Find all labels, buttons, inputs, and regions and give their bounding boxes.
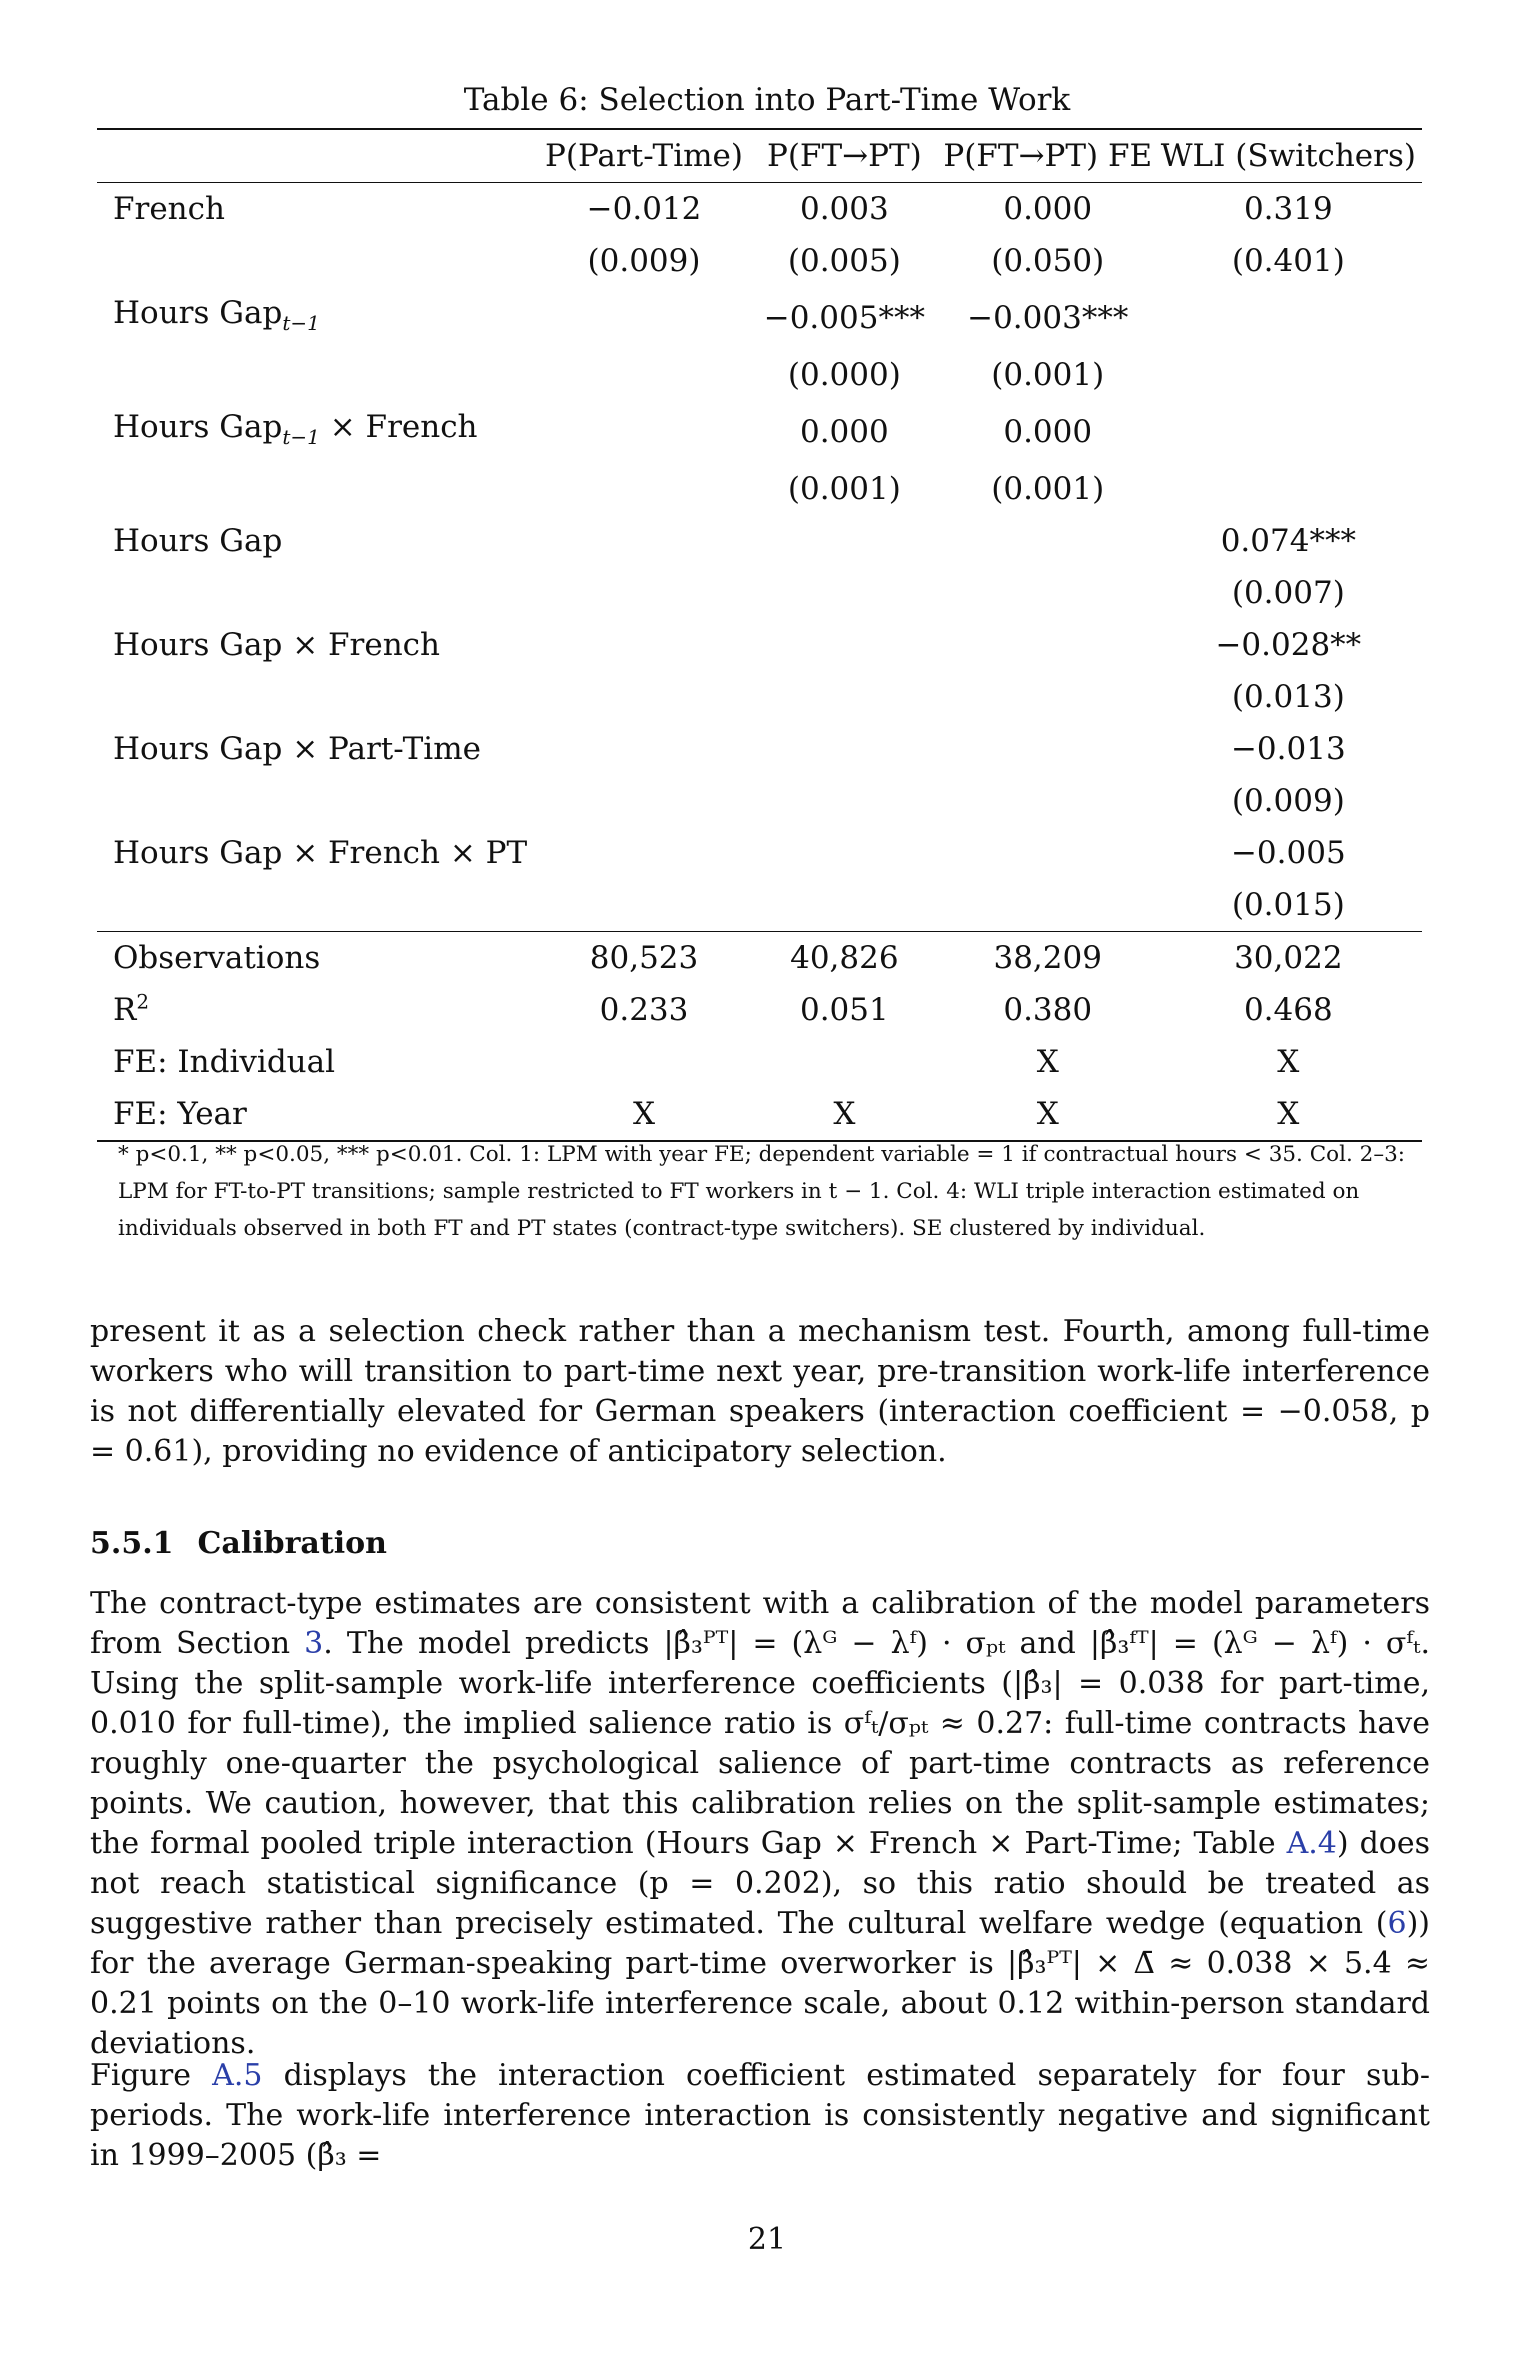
- section-heading: [90, 1524, 387, 1564]
- row-label: [97, 1036, 540, 1088]
- table-cell: [540, 515, 748, 567]
- table-cell: 30,022: [1155, 932, 1422, 985]
- row-label-text: Hours Gap: [113, 409, 283, 446]
- section-number: 5.5.1: [90, 1526, 174, 1561]
- table-cell: 0.000: [799, 414, 889, 451]
- table-cell: [748, 775, 941, 827]
- row-label: [97, 235, 540, 287]
- table-cell: 0.000: [1003, 414, 1093, 451]
- table-row: [97, 1036, 1422, 1088]
- table-grid: [97, 128, 1422, 1142]
- table-cell: [540, 879, 748, 932]
- table-cell: 0.003: [799, 191, 889, 227]
- table-cell: [941, 671, 1155, 723]
- table-cell: [540, 567, 748, 619]
- row-label: [97, 349, 540, 401]
- table-cell: (0.009): [1231, 783, 1345, 820]
- table-cell: [941, 879, 1155, 932]
- page-number: 21: [747, 2222, 787, 2257]
- text-run: ) does not reach statistical significance (p = 0.202), so this ratio should be treated as suggestive rather than precisely estimated. The cultural welfare wedge (equation (: [90, 1826, 1430, 1941]
- coefficient-rows: [97, 183, 1422, 932]
- row-label: [97, 619, 540, 671]
- table-cell: [1155, 287, 1422, 349]
- table-row: [97, 349, 1422, 401]
- table-cell: 0.074***: [1220, 523, 1356, 560]
- table-cell: X: [1036, 1044, 1059, 1081]
- row-label-text: FE: Individual: [113, 1044, 336, 1081]
- table-cell: [748, 879, 941, 932]
- statistics-rows: [97, 932, 1422, 1142]
- table-row: [97, 463, 1422, 515]
- table-row: [97, 723, 1422, 775]
- text-run: )) for the average German-speaking part-time overworker is |β̂₃ᴾᵀ| × Δ̄ ≈ 0.038 × 5.4 ≈ 0.21 points on the 0–10 work-life interference scale, about 0.12 within-person standard deviations.: [90, 1906, 1430, 2061]
- table-cell: (0.050): [991, 243, 1105, 279]
- row-label-text: FE: Year: [113, 1096, 247, 1133]
- table-row: [97, 183, 1422, 236]
- table-cell: (0.001): [787, 471, 901, 508]
- row-label-subscript: t−1: [282, 311, 320, 336]
- table-row: [97, 984, 1422, 1036]
- table-cell: (0.007): [1231, 575, 1345, 612]
- table-cell: [748, 619, 941, 671]
- table-row: [97, 879, 1422, 932]
- table-row: [97, 827, 1422, 879]
- table-row: [97, 932, 1422, 985]
- table-row: [97, 287, 1422, 349]
- table-cell: 0.468: [1243, 992, 1333, 1029]
- text-run: . The model predicts |β̂₃ᴾᵀ| = (λᴳ − λᶠ) · σₚₜ and |β̂₃ᶠᵀ| = (λᴳ − λᶠ) · σᶠₜ. Using the split-sample work-life interference coefficients (|β̂₃| = 0.038 for part-time, 0.010 for full-time), the implied salience ratio is σᶠₜ/σₚₜ ≈ 0.27: full-time contracts have roughly one-quarter the psychological salience of part-time contracts as reference points. We caution, however, that this calibration relies on the split-sample estimates; the formal pooled triple interaction (Hours Gap × French × Part-Time; Table: [90, 1626, 1430, 1861]
- row-label: [97, 827, 540, 879]
- table-cell: (0.001): [991, 471, 1105, 508]
- table-cell: [941, 515, 1155, 567]
- table-row: [97, 401, 1422, 463]
- table-row: [97, 1088, 1422, 1141]
- table-cell: −0.005***: [763, 300, 925, 337]
- table-cell: −0.012: [586, 191, 702, 227]
- table-cell: [540, 401, 748, 463]
- table-cell: (0.000): [787, 357, 901, 394]
- paragraph-selection: present it as a selection check rather than a mechanism test. Fourth, among full-time workers who will transition to part-time next year, pre-transition work-life interference is not differentially elevated for German speakers (interaction coefficient = −0.058, p = 0.61), providing no evidence of anticipatory selection.: [90, 1314, 1430, 1469]
- row-label-text: Hours Gap: [113, 523, 283, 560]
- table-caption: Table 6: Selection into Part-Time Work: [463, 82, 1071, 118]
- table-cell: 0.051: [799, 992, 889, 1029]
- table-cell: (0.009): [587, 243, 701, 279]
- table-cell: [748, 1036, 941, 1088]
- table-cell: 0.319: [1243, 191, 1333, 227]
- table-cell: 38,209: [941, 932, 1155, 985]
- row-label: [97, 723, 540, 775]
- table-cell: [748, 515, 941, 567]
- table-cell: −0.013: [1230, 731, 1346, 768]
- table-cell: [540, 827, 748, 879]
- row-label-text: R: [113, 992, 137, 1029]
- figure-ref-link[interactable]: A.5: [212, 2058, 263, 2093]
- table-row: [97, 671, 1422, 723]
- table-cell: (0.401): [1231, 243, 1345, 279]
- table-cell: [540, 619, 748, 671]
- table-cell: [748, 827, 941, 879]
- table-cell: X: [941, 1088, 1155, 1141]
- row-label-superscript: 2: [136, 990, 150, 1015]
- row-label-text: × French: [319, 409, 478, 446]
- table-cell: [1155, 349, 1422, 401]
- table-cell: [540, 723, 748, 775]
- table-cell: [941, 619, 1155, 671]
- row-label: [97, 401, 540, 463]
- table-row: [97, 775, 1422, 827]
- row-label: [97, 984, 540, 1036]
- section-ref-link[interactable]: 3: [304, 1626, 324, 1661]
- column-header: P(FT→PT) FE: [941, 129, 1155, 183]
- table-cell: X: [748, 1088, 941, 1141]
- table-cell: [941, 775, 1155, 827]
- column-header: P(Part-Time): [540, 129, 748, 183]
- row-label: [97, 879, 540, 932]
- row-label: [97, 287, 540, 349]
- table-cell: X: [540, 1088, 748, 1141]
- table-cell: (0.005): [787, 243, 901, 279]
- table-cell: 0.380: [1003, 992, 1093, 1029]
- table-cell: −0.028**: [1215, 627, 1362, 664]
- table-cell: X: [1155, 1088, 1422, 1141]
- row-label-text: Hours Gap × Part-Time: [113, 731, 481, 768]
- paragraph-calibration: [90, 1584, 1430, 2064]
- row-label-text: Observations: [113, 940, 321, 977]
- table-row: [97, 567, 1422, 619]
- table-cell: [540, 775, 748, 827]
- row-label: [97, 1088, 540, 1141]
- row-label: [97, 515, 540, 567]
- table-cell: [540, 1036, 748, 1088]
- header-blank: [97, 129, 540, 183]
- table-notes: * p<0.1, ** p<0.05, *** p<0.01. Col. 1: LPM with year FE; dependent variable = 1 if contractual hours < 35. Col. 2–3: LPM for FT-to-PT transitions; sample restricted to FT workers in t − 1. Col. 4: WLI triple interaction estimated on individuals observed in both FT and PT states (contract-type switchers). SE clustered by individual.: [118, 1142, 1406, 1241]
- row-label: [97, 671, 540, 723]
- table-cell: 40,826: [748, 932, 941, 985]
- row-label: [97, 567, 540, 619]
- section-title: Calibration: [197, 1526, 387, 1561]
- row-label: [97, 183, 540, 236]
- row-label-text: Hours Gap × French: [113, 627, 440, 664]
- table-cell: 80,523: [540, 932, 748, 985]
- table-row: [97, 619, 1422, 671]
- table-cell: 0.233: [599, 992, 689, 1029]
- table-cell: (0.015): [1231, 887, 1345, 924]
- paragraph-subperiods: [90, 2056, 1430, 2176]
- table-cell: [748, 567, 941, 619]
- table-cell: −0.003***: [967, 300, 1129, 337]
- row-label-text: Hours Gap: [113, 295, 283, 331]
- row-label: [97, 463, 540, 515]
- column-header: WLI (Switchers): [1155, 129, 1422, 183]
- table-cell: X: [1277, 1044, 1300, 1081]
- row-label-text: French: [113, 191, 225, 227]
- table-cell: [540, 463, 748, 515]
- text-run: The contract-type estimates are consistent with a calibration of the model parameters from Section: [90, 1586, 1430, 1661]
- table-cell: [1155, 463, 1422, 515]
- table-cell: [540, 671, 748, 723]
- row-label-text: Hours Gap × French × PT: [113, 835, 528, 872]
- row-label-subscript: t−1: [282, 425, 320, 450]
- table-cell: [540, 287, 748, 349]
- table-cell: [1155, 401, 1422, 463]
- table-cell: [540, 349, 748, 401]
- column-header: P(FT→PT): [748, 129, 941, 183]
- table-cell: [941, 827, 1155, 879]
- table-cell: 0.000: [1003, 191, 1093, 227]
- table-cell: (0.001): [991, 357, 1105, 394]
- text-run: displays the interaction coefficient estimated separately for four sub-periods. The work-life interference interaction is consistently negative and significant in 1999–2005 (β̂₃ =: [90, 2058, 1431, 2173]
- table-row: [97, 235, 1422, 287]
- table-row: [97, 515, 1422, 567]
- table-header-row: [97, 129, 1422, 183]
- text-run: Figure: [90, 2058, 213, 2093]
- table-cell: [748, 671, 941, 723]
- table-cell: [941, 723, 1155, 775]
- equation-ref-link[interactable]: 6: [1387, 1906, 1407, 1941]
- table-cell: [748, 723, 941, 775]
- regression-table: [97, 128, 1422, 1142]
- table-cell: [941, 567, 1155, 619]
- table-cell: −0.005: [1230, 835, 1346, 872]
- table-cell: (0.013): [1231, 679, 1345, 716]
- table-ref-link[interactable]: A.4: [1286, 1826, 1337, 1861]
- row-label: [97, 932, 540, 985]
- row-label: [97, 775, 540, 827]
